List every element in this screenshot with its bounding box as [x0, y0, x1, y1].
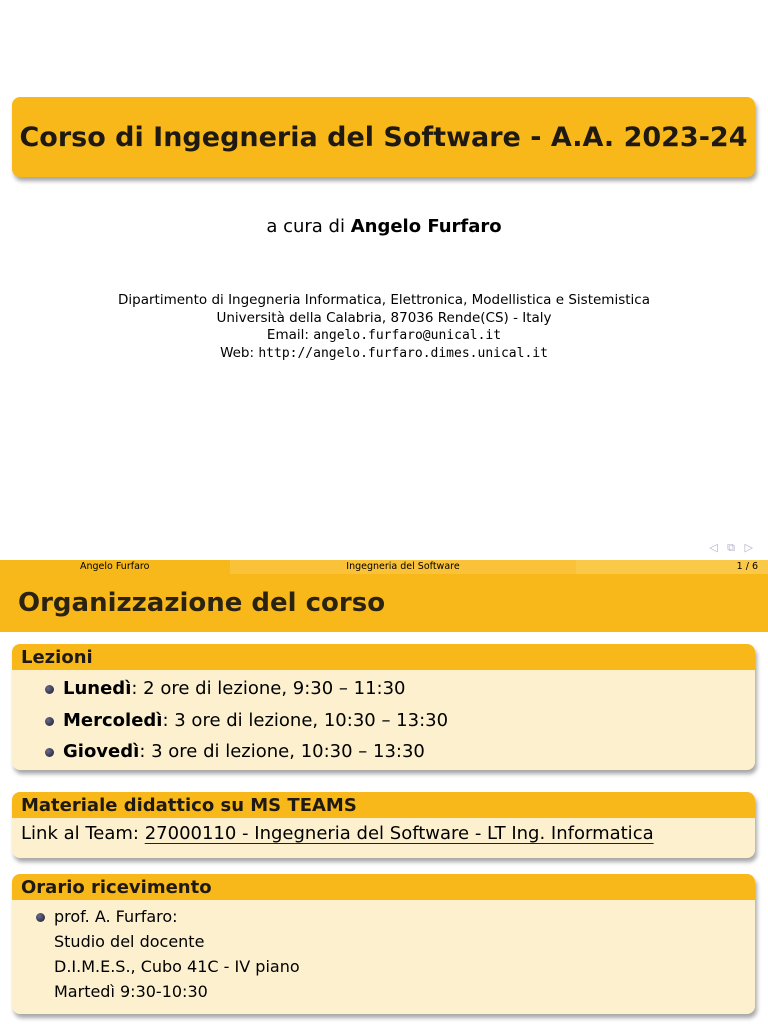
bullet-icon: [45, 748, 54, 757]
byline: [0, 216, 768, 237]
bullet-icon: [45, 685, 54, 694]
footer-author: Angelo Furfaro: [0, 560, 230, 574]
professor-name: prof. A. Furfaro:: [54, 907, 178, 926]
title-box: [12, 97, 755, 177]
footer-course: Ingegneria del Software: [230, 560, 576, 574]
lesson-detail: : 2 ore di lezione, 9:30 – 11:30: [131, 678, 406, 699]
office-location: D.I.M.E.S., Cubo 41C - IV piano: [54, 957, 300, 976]
ricevimento-block: [12, 874, 755, 1014]
affiliation-university: Università della Calabria, 87036 Rende(CS) - Italy: [216, 309, 552, 326]
frame-title: Organizzazione del corso: [18, 588, 386, 618]
list-item: [21, 673, 746, 705]
affiliation-department: Dipartimento di Ingegneria Informatica, Elettronica, Modellistica e Sistemistica: [118, 292, 650, 308]
team-link-label: Link al Team:: [21, 823, 139, 844]
footer-page-number: 1 / 6: [576, 560, 768, 574]
day-name: Mercoledì: [63, 709, 163, 731]
lesson-detail: : 3 ore di lezione, 10:30 – 13:30: [162, 709, 449, 731]
navigation-symbols[interactable]: ◁ ⧉ ▷: [709, 541, 756, 554]
lezioni-block: [12, 644, 755, 770]
bullet-icon: [45, 717, 54, 726]
email-label: Email:: [266, 327, 309, 343]
web-line: [0, 345, 768, 363]
web-url[interactable]: http://angelo.furfaro.dimes.unical.it: [258, 345, 548, 361]
office-label: Studio del docente: [54, 932, 205, 951]
materiale-heading: Materiale didattico su MS TEAMS: [12, 792, 755, 818]
bullet-icon: [36, 913, 45, 922]
slide-title: Corso di Ingegneria del Software - A.A. 2023-24: [19, 121, 748, 153]
affiliation: [0, 292, 768, 362]
lesson-detail: : 3 ore di lezione, 10:30 – 13:30: [139, 741, 425, 762]
organization-slide: [0, 574, 768, 1024]
materiale-body: [12, 818, 755, 850]
team-link[interactable]: 27000110 - Ingegneria del Software - LT Ing. Informatica: [144, 823, 654, 844]
list-item: [21, 705, 746, 737]
byline-prefix: a cura di: [266, 216, 345, 237]
lezioni-heading: Lezioni: [12, 644, 755, 670]
list-item: [21, 736, 746, 768]
day-name: Giovedì: [63, 741, 140, 762]
office-hours: Martedì 9:30-10:30: [54, 982, 208, 1001]
day-name: Lunedì: [63, 678, 132, 699]
ricevimento-heading: Orario ricevimento: [12, 874, 755, 900]
web-label: Web:: [220, 344, 255, 361]
materiale-block: [12, 792, 755, 858]
email-line: [0, 327, 768, 345]
slide-footer: [0, 560, 768, 574]
frame-title-bar: [0, 574, 768, 632]
lezioni-list: [21, 673, 746, 768]
lezioni-body: [12, 670, 755, 770]
author-name: Angelo Furfaro: [350, 216, 502, 237]
email-address[interactable]: angelo.furfaro@unical.it: [313, 328, 502, 343]
ricevimento-item: [12, 904, 755, 1004]
